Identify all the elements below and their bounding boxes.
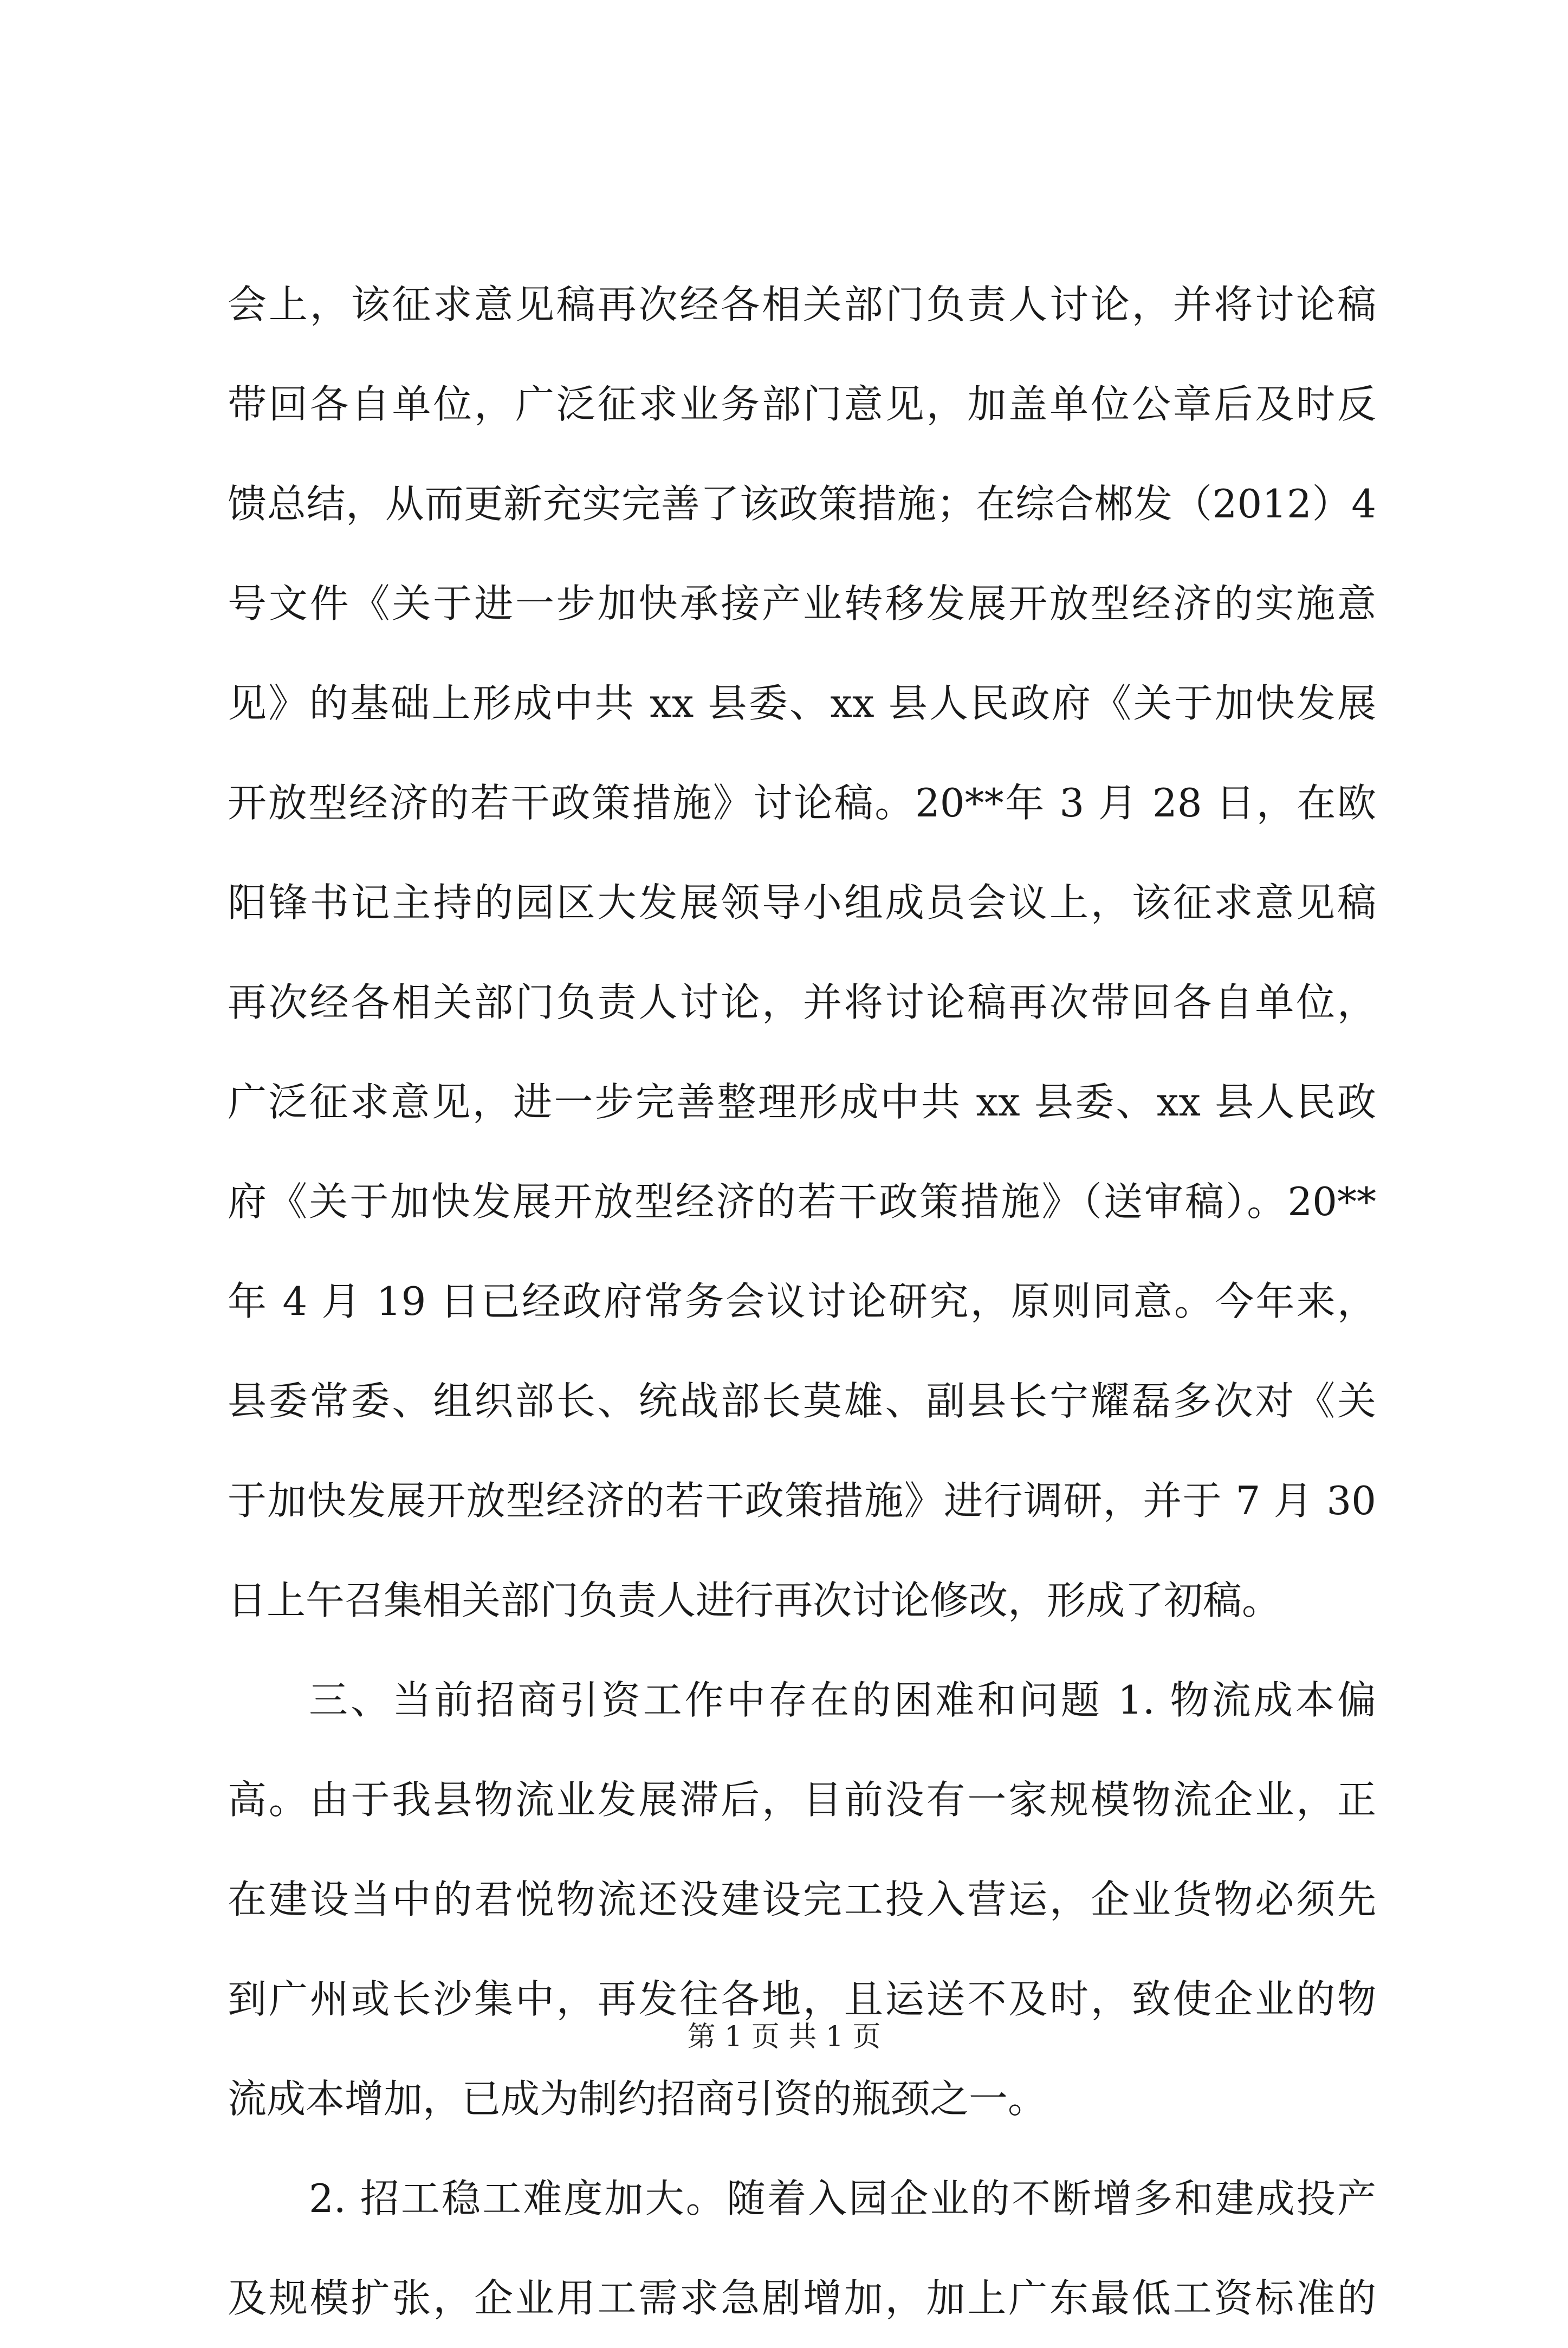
text-line: 开放型经济的若干政策措施》讨论稿。20**年 3 月 28 日，在欧 — [228, 780, 1376, 826]
text-line: 再次经各相关部门负责人讨论，并将讨论稿再次带回各自单位， — [228, 980, 1376, 1025]
paragraph-start-line: 2. 招工稳工难度加大。随着入园企业的不断增多和建成投产 — [309, 2176, 1376, 2221]
text-line: 流成本增加，已成为制约招商引资的瓶颈之一。 — [228, 2076, 1047, 2122]
page-footer: 第 1 页 共 1 页 — [687, 2021, 881, 2053]
text-line: 阳锋书记主持的园区大发展领导小组成员会议上，该征求意见稿 — [228, 880, 1376, 925]
text-line: 见》的基础上形成中共 xx 县委、xx 县人民政府《关于加快发展 — [228, 680, 1376, 726]
text-line: 馈总结，从而更新充实完善了该政策措施；在综合郴发（2012）4 — [228, 481, 1376, 527]
text-line: 于加快发展开放型经济的若干政策措施》进行调研，并于 7 月 30 — [228, 1478, 1376, 1523]
text-line: 高。由于我县物流业发展滞后，目前没有一家规模物流企业，正 — [228, 1777, 1376, 1822]
text-line: 府《关于加快发展开放型经济的若干政策措施》（送审稿）。20** — [228, 1179, 1376, 1224]
text-line: 广泛征求意见，进一步完善整理形成中共 xx 县委、xx 县人民政 — [228, 1079, 1376, 1125]
text-line: 到广州或长沙集中，再发往各地，且运送不及时，致使企业的物 — [228, 1976, 1376, 2022]
text-line: 在建设当中的君悦物流还没建设完工投入营运，企业货物必须先 — [228, 1877, 1376, 1922]
text-line: 县委常委、组织部长、统战部长莫雄、副县长宁耀磊多次对《关 — [228, 1378, 1376, 1424]
text-line: 号文件《关于进一步加快承接产业转移发展开放型经济的实施意 — [228, 581, 1376, 626]
text-line: 及规模扩张，企业用工需求急剧增加，加上广东最低工资标准的 — [228, 2275, 1376, 2321]
text-line: 带回各自单位，广泛征求业务部门意见，加盖单位公章后及时反 — [228, 381, 1376, 427]
text-line: 会上，该征求意见稿再次经各相关部门负责人讨论，并将讨论稿 — [228, 282, 1376, 327]
text-line: 日上午召集相关部门负责人进行再次讨论修改，形成了初稿。 — [228, 1578, 1281, 1623]
text-line: 年 4 月 19 日已经政府常务会议讨论研究，原则同意。今年来， — [228, 1279, 1376, 1324]
section-heading-line: 三、当前招商引资工作中存在的困难和问题 1. 物流成本偏 — [309, 1677, 1376, 1723]
